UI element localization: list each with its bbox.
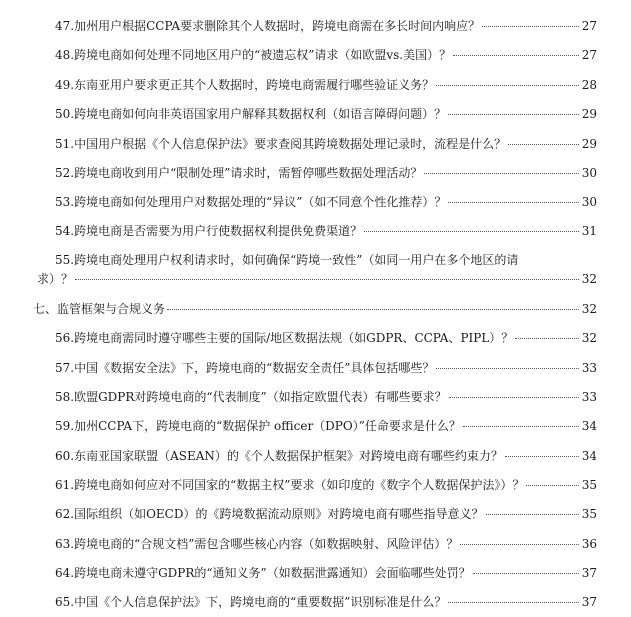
toc-page-number: 27 [581, 19, 597, 33]
toc-section-title: 七、监管框架与合规义务 [33, 302, 166, 316]
toc-leader [515, 338, 579, 339]
toc-entry-text: 57.中国《数据安全法》下，跨境电商的“数据安全责任”具体包括哪些？ [55, 361, 435, 375]
toc-entry-text: 54.跨境电商是否需要为用户行使数据权利提供免费渠道？ [55, 224, 363, 238]
toc-page-number: 37 [581, 595, 597, 609]
toc-leader [486, 514, 580, 515]
toc-leader [448, 202, 579, 203]
toc-entry-text: 48.跨境电商如何处理不同地区用户的“被遗忘权”请求（如欧盟vs.美国）？ [55, 48, 452, 62]
toc-page-number: 32 [581, 331, 597, 345]
toc-page-number: 32 [581, 272, 597, 286]
toc-entry-text: 47.加州用户根据CCPA要求删除其个人数据时，跨境电商需在多长时间内响应？ [55, 19, 481, 33]
toc-leader [424, 173, 579, 174]
toc-entry-text: 65.中国《个人信息保护法》下，跨境电商的“重要数据”识别标准是什么？ [55, 595, 447, 609]
toc-page-number: 36 [581, 537, 597, 551]
toc-leader [448, 114, 579, 115]
toc-leader [448, 602, 579, 603]
toc-page-number: 35 [581, 478, 597, 492]
toc-leader [482, 26, 579, 27]
toc-page-number: 34 [581, 419, 597, 433]
toc-page-number: 37 [581, 566, 597, 580]
toc-entry-text: 51.中国用户根据《个人信息保护法》要求查阅其跨境数据处理记录时，流程是什么？ [55, 137, 507, 151]
toc-page-number: 31 [581, 224, 597, 238]
toc-leader [505, 456, 579, 457]
toc-leader [436, 368, 579, 369]
toc-entry-text: 49.东南亚用户要求更正其个人数据时，跨境电商需履行哪些验证义务？ [55, 78, 435, 92]
toc-entry-text: 63.跨境电商的“合规文档”需包含哪些核心内容（如数据映射、风险评估）？ [55, 537, 459, 551]
toc-entry-text: 59.加州CCPA下，跨境电商的“数据保护 officer（DPO）”任命要求是什么？ [55, 419, 461, 433]
toc-leader [460, 544, 579, 545]
toc-page-number: 29 [581, 137, 597, 151]
toc-entry-text: 60.东南亚国家联盟（ASEAN）的《个人数据保护框架》对跨境电商有哪些约束力？ [55, 449, 503, 463]
toc-leader [167, 309, 579, 310]
toc-page-number: 28 [581, 78, 597, 92]
toc-entry-text: 53.跨境电商如何处理用户对数据处理的“异议”（如不同意个性化推荐）？ [55, 195, 447, 209]
toc-leader [449, 397, 579, 398]
toc-leader [453, 55, 579, 56]
toc-entry-text-line1: 55.跨境电商处理用户权利请求时，如何确保“跨境一致性”（如同一用户在多个地区的请 [55, 253, 519, 267]
toc-page-number: 29 [581, 107, 597, 121]
toc-leader [473, 573, 579, 574]
toc-leader [75, 279, 579, 280]
toc-page-number: 27 [581, 48, 597, 62]
toc-page-number: 33 [581, 361, 597, 375]
toc-page-number: 35 [581, 507, 597, 521]
toc-entry-text: 62.国际组织（如OECD）的《跨境数据流动原则》对跨境电商有哪些指导意义？ [55, 507, 484, 521]
toc-leader [436, 85, 579, 86]
toc-entry-text: 61.跨境电商如何应对不同国家的“数据主权”要求（如印度的《数字个人数据保护法》）？ [55, 478, 525, 492]
toc-leader [463, 426, 579, 427]
toc-entry-text: 64.跨境电商未遵守GDPR的“通知义务”（如数据泄露通知）会面临哪些处罚？ [55, 566, 471, 580]
toc-page-number: 32 [581, 302, 597, 316]
toc-leader [364, 231, 579, 232]
toc-entry-text-line2: 求）？ [37, 272, 74, 286]
toc-page-number: 30 [581, 195, 597, 209]
toc-leader [508, 144, 579, 145]
toc-entry-text: 50.跨境电商如何向非英语国家用户解释其数据权利（如语言障碍问题）？ [55, 107, 447, 121]
toc-entry-text: 56.跨境电商需同时遵守哪些主要的国际/地区数据法规（如GDPR、CCPA、PIPL）？ [55, 331, 514, 345]
toc-page-number: 33 [581, 390, 597, 404]
toc-page-number: 34 [581, 449, 597, 463]
toc-leader [526, 485, 579, 486]
toc-entry-55[interactable] [0, 251, 631, 289]
toc-page-number: 30 [581, 166, 597, 180]
toc-entry-text: 52.跨境电商收到用户“限制处理”请求时，需暂停哪些数据处理活动？ [55, 166, 423, 180]
toc-entry-text: 58.欧盟GDPR对跨境电商的“代表制度”（如指定欧盟代表）有哪些要求？ [55, 390, 447, 404]
